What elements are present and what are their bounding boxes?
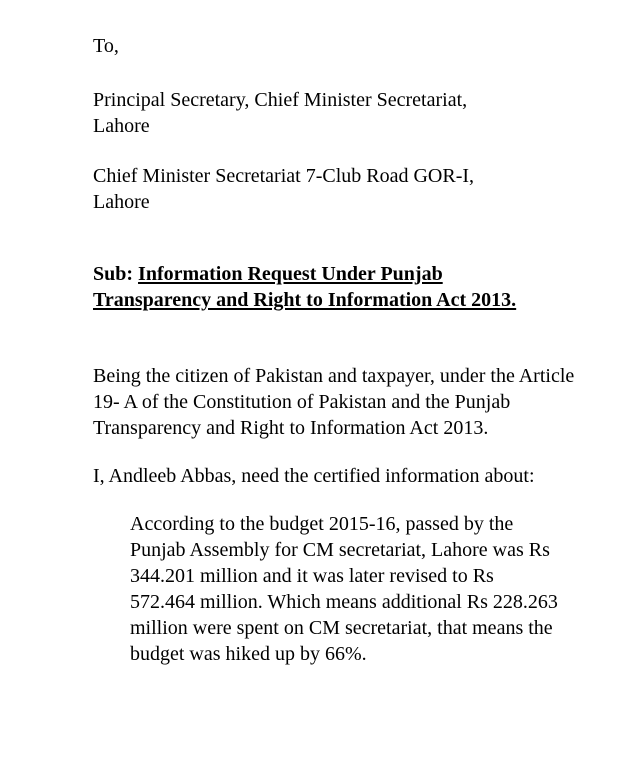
salutation: To, xyxy=(93,35,119,57)
subject-title: Information Request Under Punjab Transparency and Right to Information Act 2013. xyxy=(93,263,517,311)
recipient-address-2-line2: Lahore xyxy=(93,191,150,213)
recipient-address-2-line1: Chief Minister Secretariat 7-Club Road GOR-I, xyxy=(93,165,475,187)
subject-line xyxy=(93,261,533,313)
paragraph-information-request: I, Andleeb Abbas, need the certified information about: xyxy=(93,465,535,487)
recipient-address-1-line1: Principal Secretary, Chief Minister Secretariat, xyxy=(93,89,468,111)
paragraph-citizen-statement: Being the citizen of Pakistan and taxpayer, under the Article 19- A of the Constitution of Pakistan and the Punjab Transparency and Right to Information Act 2013. xyxy=(93,365,575,439)
recipient-address-1-line2: Lahore xyxy=(93,115,150,137)
budget-quote-block: According to the budget 2015-16, passed by the Punjab Assembly for CM secretariat, Lahore was Rs 344.201 million and it was later revised to Rs 572.464 million. Which means additional Rs 228.263 million were spent on CM secretariat, that means the budget was hiked up by 66%. xyxy=(130,513,558,665)
letter-page xyxy=(93,33,593,667)
recipient-address-1 xyxy=(93,87,593,139)
subject-prefix: Sub: xyxy=(93,263,139,285)
recipient-address-2 xyxy=(93,163,593,215)
